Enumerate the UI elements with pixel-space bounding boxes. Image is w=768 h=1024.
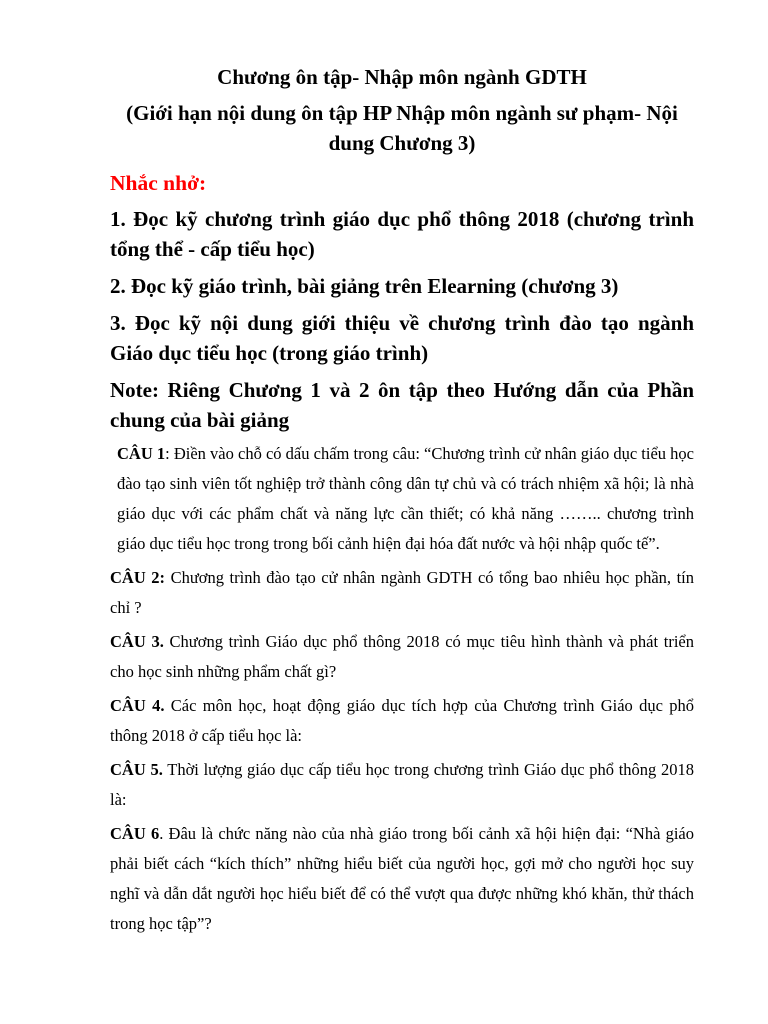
question-5-text: Thời lượng giáo dục cấp tiểu học trong chương trình Giáo dục phổ thông 2018 là: xyxy=(110,760,695,809)
document-subtitle: (Giới hạn nội dung ôn tập HP Nhập môn ngành sư phạm- Nội dung Chương 3) xyxy=(126,101,678,155)
question-1-text: Điền vào chỗ có dấu chấm trong câu: “Chương trình cử nhân giáo dục tiểu học đào tạo sinh viên tốt nghiệp trở thành công dân tự chủ và có trách nhiệm xã hội; là nhà giáo dục với các phẩm chất và năng lực cần thiết; có khả năng …….. chương trình giáo dục tiểu học trong trong bối cảnh hiện đại hóa đất nước và hội nhập quốc tế”. xyxy=(117,444,694,553)
reminder-item-2: 2. Đọc kỹ giáo trình, bài giảng trên Elearning (chương 3) xyxy=(110,274,619,298)
question-1-sep: : xyxy=(165,444,174,463)
question-5 xyxy=(110,755,694,815)
question-2 xyxy=(110,563,694,623)
document-page xyxy=(110,62,694,943)
document-title: Chương ôn tập- Nhập môn ngành GDTH xyxy=(217,65,587,89)
question-6-sep: . xyxy=(159,824,169,843)
question-4-text: Các môn học, hoạt động giáo dục tích hợp của Chương trình Giáo dục phổ thông 2018 ở cấp tiểu học là: xyxy=(110,696,695,745)
question-6-label: CÂU 6 xyxy=(110,824,160,843)
reminder-heading: Nhắc nhở: xyxy=(110,171,207,195)
question-2-label: CÂU 2: xyxy=(110,568,166,587)
question-3-label: CÂU 3. xyxy=(110,632,164,651)
question-3 xyxy=(110,627,694,687)
question-5-label: CÂU 5. xyxy=(110,760,163,779)
question-6 xyxy=(110,819,694,939)
question-1-label: CÂU 1 xyxy=(117,444,166,463)
reminder-item-3: 3. Đọc kỹ nội dung giới thiệu về chương trình đào tạo ngành Giáo dục tiểu học (trong giáo trình) xyxy=(110,311,694,365)
question-4-label: CÂU 4. xyxy=(110,696,165,715)
question-3-text: Chương trình Giáo dục phổ thông 2018 có mục tiêu hình thành và phát triển cho học sinh những phẩm chất gì? xyxy=(110,632,695,681)
question-6-text: Đâu là chức năng nào của nhà giáo trong bối cảnh xã hội hiện đại: “Nhà giáo phải biết cách “kích thích” những hiểu biết của người học, gợi mở cho người học suy nghĩ và dẫn dắt người học hiểu biết để có thể vượt qua được những khó khăn, thử thách trong học tập”? xyxy=(110,824,695,933)
question-2-text: Chương trình đào tạo cử nhân ngành GDTH có tổng bao nhiêu học phần, tín chỉ ? xyxy=(110,568,694,617)
note-paragraph: Note: Riêng Chương 1 và 2 ôn tập theo Hướng dẫn của Phần chung của bài giảng xyxy=(110,378,694,432)
reminder-item-1: 1. Đọc kỹ chương trình giáo dục phổ thông 2018 (chương trình tổng thể - cấp tiểu học) xyxy=(110,207,694,261)
question-4 xyxy=(110,691,694,751)
question-1 xyxy=(110,439,694,559)
